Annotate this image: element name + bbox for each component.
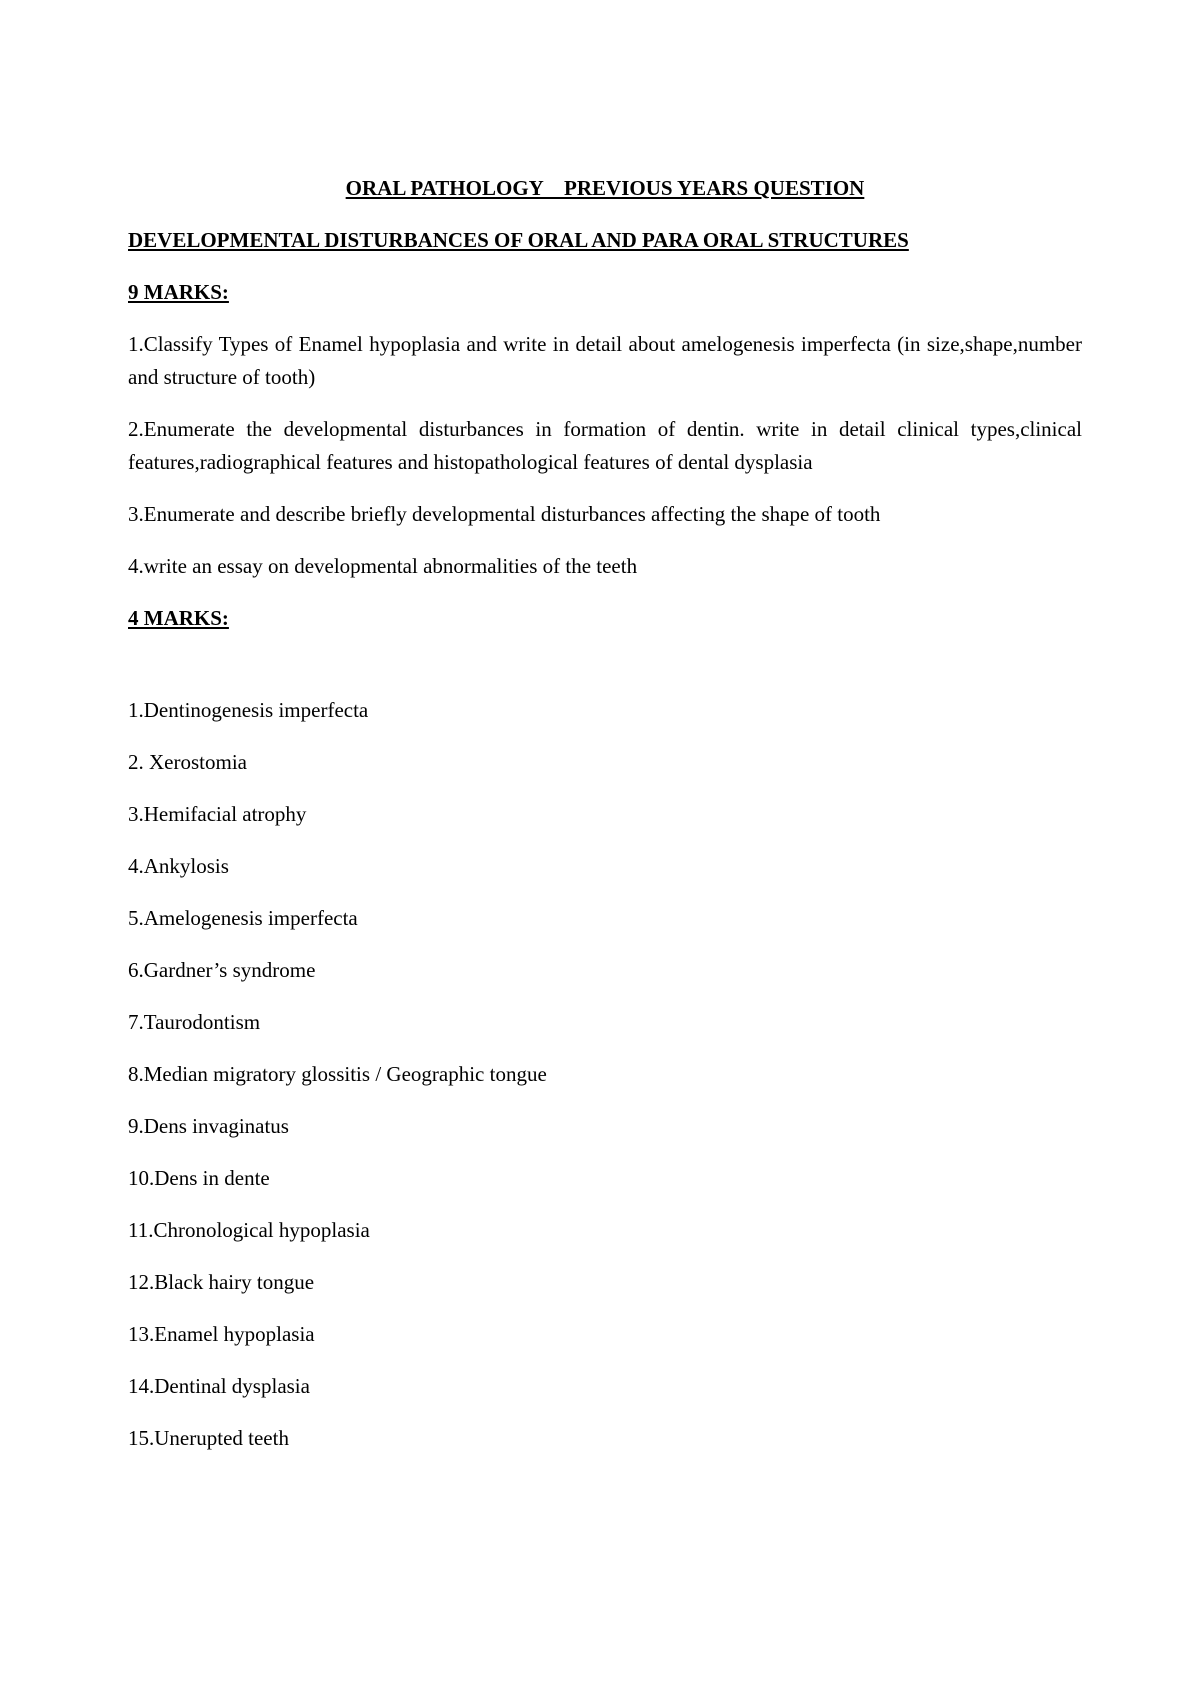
- question-item: 8.Median migratory glossitis / Geographic tongue: [128, 1062, 547, 1086]
- question-item: 14.Dentinal dysplasia: [128, 1374, 310, 1398]
- question-item: 3.Enumerate and describe briefly developmental disturbances affecting the shape of tooth: [128, 502, 881, 526]
- question-item: 12.Black hairy tongue: [128, 1270, 315, 1294]
- question-item: 13.Enamel hypoplasia: [128, 1322, 315, 1346]
- question-item: 15.Unerupted teeth: [128, 1426, 289, 1450]
- question-item: 2. Xerostomia: [128, 750, 247, 774]
- document-title: ORAL PATHOLOGY PREVIOUS YEARS QUESTION: [345, 176, 865, 200]
- section-spacer: [128, 654, 1082, 694]
- question-item: 3.Hemifacial atrophy: [128, 802, 307, 826]
- four-marks-heading: 4 MARKS:: [128, 606, 229, 630]
- question-item: 7.Taurodontism: [128, 1010, 261, 1034]
- question-item: 4.write an essay on developmental abnormalities of the teeth: [128, 554, 638, 578]
- four-marks-question-list: [128, 694, 1082, 1455]
- question-item: 9.Dens invaginatus: [128, 1114, 289, 1138]
- chapter-heading: DEVELOPMENTAL DISTURBANCES OF ORAL AND PARA ORAL STRUCTURES: [128, 228, 909, 252]
- question-item: 6.Gardner’s syndrome: [128, 958, 316, 982]
- question-item: 5.Amelogenesis imperfecta: [128, 906, 358, 930]
- question-item: 2.Enumerate the developmental disturbances in formation of dentin. write in detail clinical types,clinical features,radiographical features and histopathological features of dental dysplasia: [128, 417, 1082, 474]
- question-item: 4.Ankylosis: [128, 854, 229, 878]
- question-item: 10.Dens in dente: [128, 1166, 270, 1190]
- question-item: 1.Classify Types of Enamel hypoplasia and write in detail about amelogenesis imperfecta (in size,shape,number and structure of tooth): [128, 332, 1082, 389]
- document-page: [128, 172, 1082, 1474]
- question-item: 11.Chronological hypoplasia: [128, 1218, 370, 1242]
- question-item: 1.Dentinogenesis imperfecta: [128, 698, 369, 722]
- nine-marks-heading: 9 MARKS:: [128, 280, 229, 304]
- nine-marks-question-list: [128, 328, 1082, 583]
